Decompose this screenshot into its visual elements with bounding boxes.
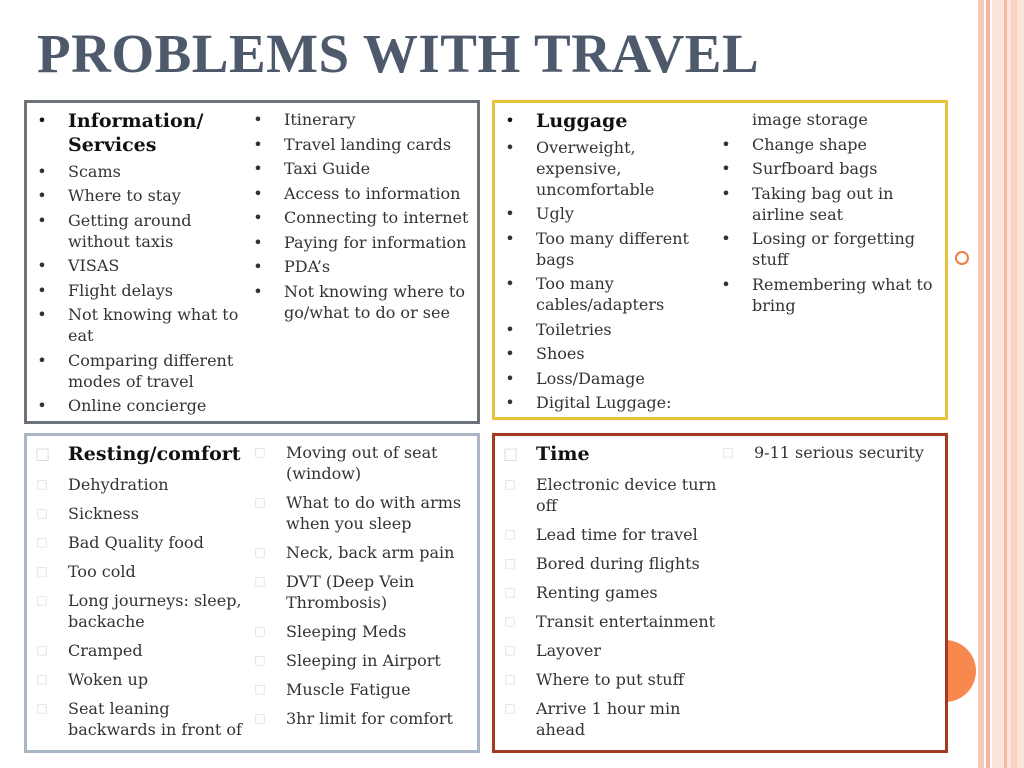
list-item	[713, 183, 947, 225]
luggage-col-2	[713, 109, 947, 319]
bullet-marker: •	[505, 393, 515, 412]
bullet-marker: □	[504, 585, 516, 599]
bullet-marker: □	[254, 624, 266, 638]
bullet-marker: •	[505, 368, 515, 388]
list-item-text: Toiletries	[536, 319, 612, 339]
ring-ornament	[955, 251, 969, 265]
list-item-text: Luggage	[536, 110, 628, 132]
list-item	[497, 137, 711, 200]
list-item-text: Lead time for travel	[536, 525, 698, 544]
bullet-marker: □	[35, 444, 51, 463]
list-item	[245, 281, 479, 323]
list-item-text: Long journeys: sleep, backache	[68, 591, 242, 631]
list-item-text: Flight delays	[68, 280, 174, 300]
info-col-1	[29, 109, 243, 420]
list-item	[29, 185, 243, 206]
bullet-marker: •	[721, 274, 731, 294]
bullet-marker: □	[36, 593, 48, 607]
list-item	[29, 590, 249, 632]
bullet-marker: •	[253, 183, 263, 203]
list-item-continued	[713, 109, 947, 130]
bullet-marker: •	[253, 232, 263, 252]
list-item-text: Muscle Fatigue	[286, 680, 411, 699]
bullet-marker: •	[37, 280, 47, 300]
list-item-text: Not knowing where to go/what to do or see	[284, 281, 465, 322]
list-item	[497, 669, 717, 690]
list-item-text: VISAS	[68, 256, 120, 275]
bullet-marker: •	[505, 274, 515, 293]
bullet-marker: □	[36, 701, 48, 715]
list-item-text: Comparing different modes of travel	[68, 350, 234, 391]
bullet-marker: •	[505, 204, 515, 223]
list-item	[247, 542, 479, 563]
list-item	[245, 256, 479, 277]
list-item-text: DVT (Deep Vein Thrombosis)	[286, 572, 415, 612]
list-item	[247, 621, 479, 642]
list-item-text: Bored during flights	[536, 554, 700, 573]
bullet-marker: □	[504, 477, 516, 491]
bullet-marker: □	[504, 672, 516, 686]
time-col-2	[715, 442, 945, 471]
list-item-text: Cramped	[68, 641, 143, 660]
decorative-stripe	[978, 0, 984, 768]
list-item-text: What to do with arms when you sleep	[286, 493, 462, 533]
list-item-text: Getting around without taxis	[68, 210, 192, 251]
list-item-text: Sleeping Meds	[286, 622, 407, 641]
list-item	[29, 255, 243, 276]
bullet-marker: □	[36, 477, 48, 491]
list-item-text: Overweight, expensive, uncomfortable	[536, 137, 655, 199]
list-item	[497, 228, 711, 270]
list-item-text: Layover	[536, 641, 601, 660]
bullet-marker: •	[253, 257, 263, 276]
bullet-marker: •	[721, 229, 731, 248]
decorative-stripe	[986, 0, 990, 768]
list-item-text: PDA’s	[284, 257, 331, 276]
bullet-marker: □	[504, 643, 516, 657]
bullet-marker: •	[253, 281, 263, 301]
list-item	[497, 553, 717, 574]
list-item	[497, 474, 717, 516]
list-item-text: Taking bag out in airline seat	[752, 183, 894, 224]
bullet-marker: □	[254, 445, 266, 459]
list-item-text: Taxi Guide	[284, 159, 371, 178]
list-item	[29, 669, 249, 690]
list-item-text: Moving out of seat (window)	[286, 443, 438, 483]
list-item-text: Renting games	[536, 583, 658, 602]
bullet-marker: •	[721, 159, 731, 178]
list-item	[715, 442, 945, 463]
list-item	[29, 210, 243, 252]
list-item-text: Dehydration	[68, 475, 169, 494]
bullet-marker: •	[721, 134, 731, 154]
list-item-text: Too many different bags	[536, 228, 689, 269]
list-item	[29, 161, 243, 182]
list-item-text: Electronic device turn off	[536, 475, 717, 515]
bullet-marker: •	[37, 111, 47, 130]
list-item	[497, 203, 711, 224]
list-item-text: Connecting to internet	[284, 208, 469, 227]
list-item-text: Remembering what to bring	[752, 274, 933, 315]
resting-comfort-box	[24, 433, 480, 753]
time-col-1	[497, 442, 717, 748]
list-item	[245, 158, 479, 179]
list-item-text: Loss/Damage	[536, 368, 645, 388]
bullet-marker: •	[505, 111, 515, 130]
list-item	[247, 679, 479, 700]
list-item-text: 9-11 serious security	[754, 443, 924, 462]
list-item-text: Shoes	[536, 344, 585, 363]
list-item-heading	[497, 442, 717, 466]
list-item	[29, 698, 249, 740]
bullet-marker: □	[503, 444, 519, 463]
list-item	[497, 368, 711, 389]
list-item-text: Itinerary	[284, 110, 356, 129]
list-item-text: Bad Quality food	[68, 533, 204, 552]
bullet-marker: □	[254, 653, 266, 667]
list-item-text: Not knowing what to eat	[68, 305, 239, 345]
list-item-text: Where to put stuff	[536, 670, 684, 689]
list-item	[497, 582, 717, 603]
list-item-text: Travel landing cards	[284, 134, 452, 154]
time-box	[492, 433, 948, 753]
list-item	[497, 524, 717, 545]
info-col-2	[245, 109, 479, 326]
list-item	[497, 640, 717, 661]
bullet-marker: •	[37, 186, 47, 205]
list-item	[29, 304, 243, 346]
list-item	[245, 232, 479, 253]
luggage-col-1	[497, 109, 711, 417]
list-item	[29, 532, 249, 553]
list-item	[497, 319, 711, 340]
slide-title: PROBLEMS WITH TRAVEL	[37, 23, 760, 84]
list-item-text: Paying for information	[284, 232, 467, 252]
bullet-marker: □	[504, 556, 516, 570]
list-item	[497, 343, 711, 364]
list-item-text: Seat leaning backwards in front of	[68, 699, 242, 739]
list-item	[247, 492, 479, 534]
list-item	[497, 698, 717, 740]
list-item-text: Access to information	[284, 183, 461, 203]
luggage-box	[492, 100, 948, 420]
bullet-marker: •	[253, 159, 263, 178]
list-item-text: Arrive 1 hour min ahead	[536, 699, 681, 739]
bullet-marker: □	[504, 527, 516, 541]
list-item	[245, 134, 479, 155]
bullet-marker: □	[254, 711, 266, 725]
bullet-marker: □	[36, 672, 48, 686]
bullet-marker: •	[253, 134, 263, 154]
list-item-text: Transit entertainment	[536, 612, 716, 631]
bullet-marker: □	[36, 535, 48, 549]
list-item	[29, 561, 249, 582]
bullet-marker: □	[722, 445, 734, 459]
bullet-marker: •	[37, 256, 47, 275]
list-item-text: Woken up	[68, 670, 149, 689]
decorative-stripe	[992, 0, 1024, 768]
list-item-text: Too cold	[68, 562, 136, 581]
resting-col-2	[247, 442, 479, 737]
list-item	[245, 183, 479, 204]
bullet-marker: □	[254, 682, 266, 696]
list-item	[245, 109, 479, 130]
info-services-box	[24, 100, 480, 424]
bullet-marker: •	[253, 208, 263, 227]
list-item	[29, 640, 249, 661]
bullet-marker: □	[504, 614, 516, 628]
bullet-marker: •	[505, 137, 515, 157]
list-item-text: Resting/comfort	[68, 443, 241, 465]
list-item	[29, 474, 249, 495]
bullet-marker: □	[254, 545, 266, 559]
list-item	[713, 274, 947, 316]
bullet-marker: •	[505, 319, 515, 339]
list-item	[29, 503, 249, 524]
list-item-text: Too many cables/adapters	[536, 274, 665, 314]
list-item	[713, 228, 947, 270]
list-item-heading: • Information/ Services	[29, 109, 243, 157]
list-item-heading	[29, 442, 249, 466]
bullet-marker: □	[36, 643, 48, 657]
bullet-marker: •	[37, 396, 47, 415]
list-item-text: Scams	[68, 161, 121, 181]
list-item-text: Digital Luggage:	[536, 393, 672, 412]
list-item-heading	[497, 109, 711, 133]
bullet-marker: •	[37, 305, 47, 324]
list-item-text: Losing or forgetting stuff	[752, 229, 916, 269]
list-item-text: Neck, back arm pain	[286, 543, 455, 562]
list-item	[497, 273, 711, 315]
list-item	[247, 442, 479, 484]
list-item	[29, 395, 243, 416]
bullet-marker: •	[505, 228, 515, 248]
bullet-marker: □	[504, 701, 516, 715]
bullet-marker: •	[253, 110, 263, 129]
list-item-text: Sleeping in Airport	[286, 651, 441, 670]
list-item	[29, 280, 243, 301]
list-item-text: Where to stay	[68, 186, 181, 205]
list-item	[497, 392, 711, 413]
decorative-stripe	[1011, 0, 1017, 768]
list-item-text: 3hr limit for comfort	[286, 709, 453, 728]
decorative-stripe	[1004, 0, 1007, 768]
list-item-text: Sickness	[68, 504, 139, 523]
bullet-marker: •	[721, 183, 731, 203]
bullet-marker: •	[37, 161, 47, 181]
list-item	[245, 207, 479, 228]
list-item-text: image storage	[752, 110, 868, 129]
list-item	[29, 350, 243, 392]
list-item	[247, 708, 479, 729]
bullet-marker: •	[37, 350, 47, 370]
resting-col-1	[29, 442, 249, 748]
bullet-marker: □	[254, 495, 266, 509]
list-item	[713, 134, 947, 155]
list-item-text: Online concierge	[68, 396, 207, 415]
list-item-text: Change shape	[752, 134, 867, 154]
list-item-text: Time	[536, 443, 590, 465]
list-item	[497, 611, 717, 632]
list-item	[247, 571, 479, 613]
list-item-text: Surfboard bags	[752, 159, 878, 178]
bullet-marker: •	[505, 344, 515, 363]
bullet-marker: □	[36, 506, 48, 520]
bullet-marker: □	[36, 564, 48, 578]
bullet-marker: □	[254, 574, 266, 588]
list-item-text: Ugly	[536, 204, 574, 223]
list-item	[713, 158, 947, 179]
list-item	[247, 650, 479, 671]
bullet-marker: •	[37, 210, 47, 230]
